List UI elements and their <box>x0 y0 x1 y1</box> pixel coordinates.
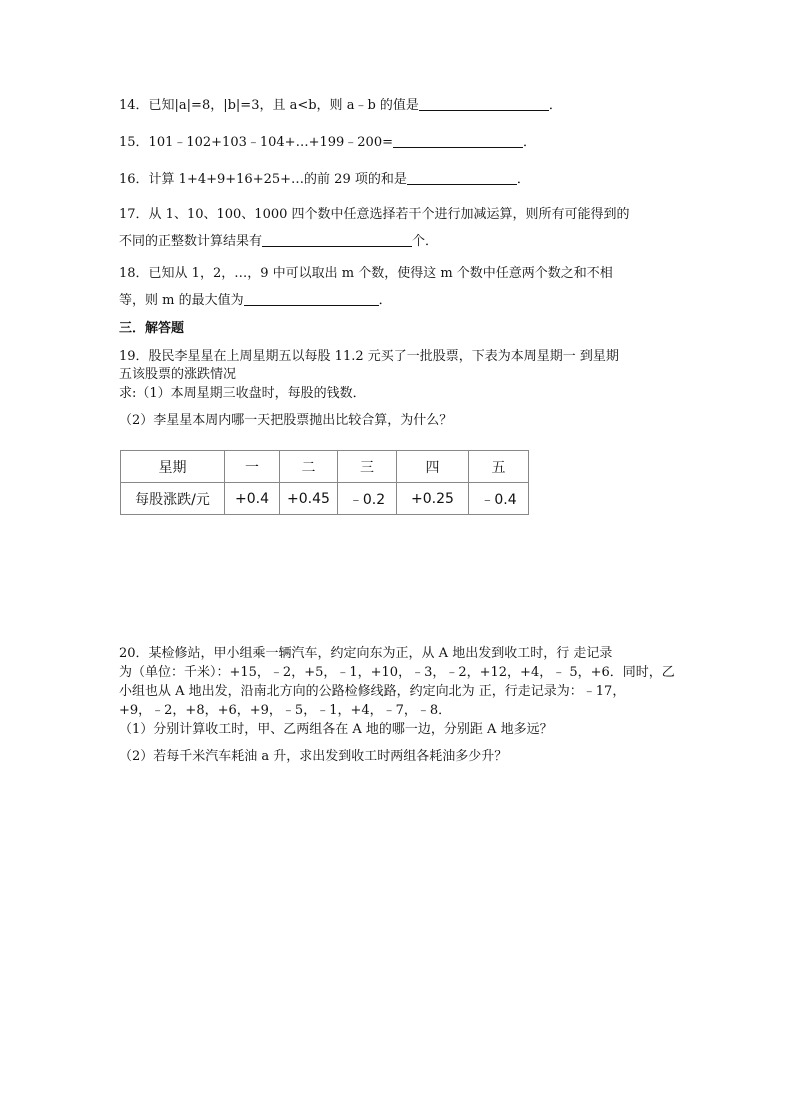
question-14-period: ． <box>548 98 562 113</box>
table-header-cell: 五 <box>469 451 529 483</box>
question-16-text: 16．计算 1+4+9+16+25+…的前 29 项的和是 <box>119 172 407 187</box>
question-20-line-4: +9，﹣2，+8，+6，+9，﹣5，﹣1，+4，﹣7，﹣8． <box>119 703 452 718</box>
question-17-line-1: 17．从 1、10、100、1000 四个数中任意选择若干个进行加减运算，则所有可能得到的 <box>119 207 630 222</box>
question-20-line-2: 为（单位：千米）：+15，﹣2，+5，﹣1，+10，﹣3，﹣2，+12，+4，﹣ 5，+6．同时，乙 <box>119 665 675 680</box>
question-14 <box>119 97 562 114</box>
table-cell: +0.4 <box>225 483 280 515</box>
question-18-text: 等，则 m 的最大值为 <box>119 293 244 308</box>
question-20-line-3: 小组也从 A 地出发，沿南北方向的公路检修线路，约定向北为 正，行走记录为：﹣17， <box>119 684 626 699</box>
table-header-cell: 二 <box>280 451 338 483</box>
question-15-period: ． <box>523 135 537 150</box>
table-header-cell: 三 <box>338 451 397 483</box>
question-19-line-3: 求:（1）本周星期三收盘时，每股的钱数． <box>119 386 366 401</box>
table-cell: +0.45 <box>280 483 338 515</box>
answer-blank[interactable] <box>262 233 412 247</box>
question-15-text: 15．101﹣102+103﹣104+…+199﹣200= <box>119 135 393 150</box>
question-19-line-1: 19．股民李星星在上周星期五以每股 11.2 元买了一批股票，下表为本周星期一 到星期 <box>119 349 619 364</box>
question-16-period: ． <box>516 172 530 187</box>
question-17-text: 不同的正整数计算结果有 <box>119 234 263 249</box>
table-row <box>121 483 529 515</box>
stock-change-table <box>120 450 529 515</box>
question-17-line-2 <box>119 233 438 250</box>
question-16 <box>119 171 530 188</box>
table-header-cell: 四 <box>397 451 469 483</box>
answer-blank[interactable] <box>419 97 549 111</box>
table-header-cell: 一 <box>225 451 280 483</box>
question-20-line-6: （2）若每千米汽车耗油 a 升，求出发到收工时两组各耗油多少升？ <box>119 749 508 764</box>
answer-blank[interactable] <box>244 292 379 306</box>
question-18-line-2 <box>119 292 392 309</box>
table-header-row <box>121 451 529 483</box>
answer-blank[interactable] <box>393 134 523 148</box>
question-19-line-2: 五该股票的涨跌情况 <box>119 367 237 382</box>
question-19-line-4: （2）李星星本周内哪一天把股票抛出比较合算，为什么？ <box>119 413 453 428</box>
table-cell: +0.25 <box>397 483 469 515</box>
question-18-line-1: 18．已知从 1，2，…，9 中可以取出 m 个数，使得这 m 个数中任意两个数之和不相 <box>119 266 613 281</box>
question-15 <box>119 134 536 151</box>
question-20-line-5: （1）分别计算收工时，甲、乙两组各在 A 地的哪一边，分别距 A 地多远？ <box>119 722 553 737</box>
question-17-unit: 个． <box>412 234 439 249</box>
answer-blank[interactable] <box>407 171 517 185</box>
table-row-label: 每股涨跌/元 <box>121 483 225 515</box>
question-20-line-1: 20．某检修站，甲小组乘一辆汽车，约定向东为正，从 A 地出发到收工时，行 走记录 <box>119 646 613 661</box>
table-cell: ﹣0.4 <box>469 483 529 515</box>
section-heading: 三．解答题 <box>119 321 185 336</box>
table-cell: ﹣0.2 <box>338 483 397 515</box>
question-14-text: 14．已知|a|=8，|b|=3，且 a<b，则 a﹣b 的值是 <box>119 98 419 113</box>
table-header-cell: 星期 <box>121 451 225 483</box>
question-18-period: ． <box>378 293 392 308</box>
